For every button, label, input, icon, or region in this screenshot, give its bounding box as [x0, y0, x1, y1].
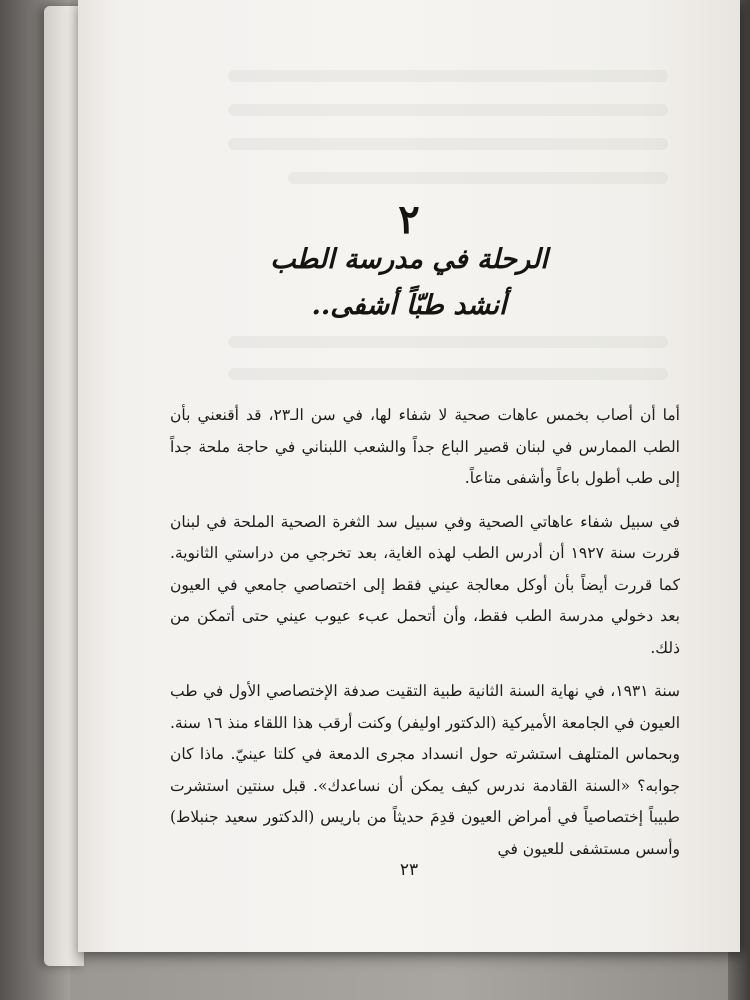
chapter-title-line-2: أنشد طبّاً أشفى.. — [311, 290, 507, 321]
show-through-line — [228, 336, 668, 348]
body-text — [170, 400, 680, 877]
paragraph: سنة ١٩٣١، في نهاية السنة الثانية طبية التقيت صدفة الإختصاصي الأول في طب العيون في الجامعة الأميركية (الدكتور اوليفر) وكنت أرقب هذا اللقاء منذ ١٦ سنة. وبحماس المتلهف استشرته حول انسداد مجرى الدمعة في كلتا عينيّ. ماذا كان جوابه؟ «السنة القادمة ندرس كيف يمكن أن نساعدك». قبل سنتين استشرت طبيباً إختصاصياً في أمراض العيون قدِمَ حديثاً من باريس (الدكتور سعيد جنبلاط) وأسس مستشفى للعيون في — [170, 682, 680, 858]
chapter-number: ٢ — [398, 196, 420, 243]
paragraph: أما أن أصاب بخمس عاهات صحية لا شفاء لها، في سن الـ٢٣، قد أقنعني بأن الطب الممارس في لبنان قصير الباع جداً والشعب اللبناني في حاجة ملحة جداً إلى طب أطول باعاً وأشفى متاعاً. — [170, 406, 680, 487]
show-through-line — [228, 138, 668, 150]
chapter-title-line-1: الرحلة في مدرسة الطب — [270, 244, 548, 275]
show-through-line — [228, 70, 668, 82]
book-page — [78, 0, 740, 952]
page-number: ٢٣ — [399, 860, 419, 880]
show-through-line — [228, 368, 668, 380]
show-through-line — [288, 172, 668, 184]
show-through-line — [228, 104, 668, 116]
paragraph: في سبيل شفاء عاهاتي الصحية وفي سبيل سد الثغرة الصحية الملحة في لبنان قررت سنة ١٩٢٧ أن أدرس الطب لهذه الغاية، بعد تخرجي من دراستي الثانوية. كما قررت أيضاً بأن أوكل معالجة عيني فقط إلى اختصاصي جامعي في العيون بعد دخولي مدرسة الطب فقط، وأن أتحمل عبء عيوب عيني حتى أتمكن من ذلك. — [170, 512, 680, 657]
